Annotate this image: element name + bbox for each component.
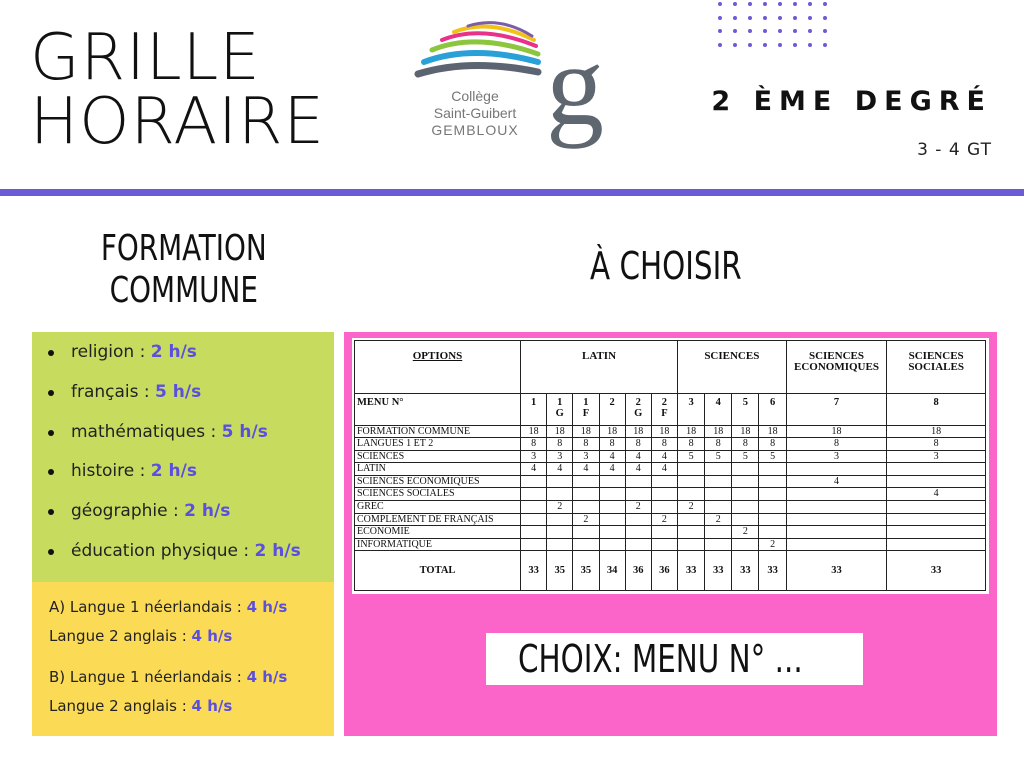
decorative-dot [823, 43, 827, 47]
decorative-dot [733, 16, 737, 20]
logo-text [420, 88, 530, 139]
row-label: COMPLEMENT DE FRANÇAIS [355, 513, 521, 526]
table-cell: 5 [705, 450, 732, 463]
menu-number: 2 [635, 397, 641, 409]
logo-line-1: Collège [451, 88, 499, 104]
table-cell: 4 [887, 488, 986, 501]
table-cell [786, 526, 887, 539]
decorative-dot [748, 43, 752, 47]
menu-number-cell [786, 394, 887, 425]
table-cell: 4 [599, 450, 625, 463]
table-cell: 2 [651, 513, 677, 526]
table-cell [573, 488, 599, 501]
subject-label: histoire : [71, 461, 151, 481]
logo-letter: g [546, 22, 604, 150]
menu-number-cell [678, 394, 705, 425]
subject-item [48, 461, 197, 481]
table-cell [759, 526, 786, 539]
total-cell: 33 [521, 551, 547, 591]
table-cell: 4 [651, 450, 677, 463]
menu-variant: F [661, 408, 668, 420]
subject-hours: 5 h/s [155, 382, 202, 402]
menu-number-cell [705, 394, 732, 425]
table-cell: 5 [678, 450, 705, 463]
table-row [355, 438, 986, 451]
table-cell: 4 [573, 463, 599, 476]
subject-item [48, 422, 268, 442]
decorative-dot [733, 2, 737, 6]
table-total-row [355, 551, 986, 591]
table-cell [732, 475, 759, 488]
table-cell [599, 475, 625, 488]
table-cell: 4 [599, 463, 625, 476]
decorative-dot-grid [718, 2, 838, 58]
table-row [355, 513, 986, 526]
menu-number: 8 [933, 397, 939, 409]
table-cell [651, 538, 677, 551]
table-cell: 3 [573, 450, 599, 463]
menu-number-cell [599, 394, 625, 425]
decorative-dot [778, 29, 782, 33]
menu-number: 5 [742, 397, 749, 409]
subject-label: éducation physique : [71, 541, 255, 561]
table-cell: 8 [887, 438, 986, 451]
subject-hours: 2 h/s [150, 461, 197, 481]
menu-number-cell [573, 394, 599, 425]
table-cell: 5 [732, 450, 759, 463]
table-cell: 8 [547, 438, 573, 451]
total-cell: 33 [786, 551, 887, 591]
total-cell: 33 [705, 551, 732, 591]
row-label: SCIENCES SOCIALES [355, 488, 521, 501]
table-cell: 4 [625, 450, 651, 463]
table-row [355, 475, 986, 488]
total-cell: 33 [678, 551, 705, 591]
table-cell [678, 475, 705, 488]
table-cell [547, 488, 573, 501]
degree-heading: 2 ÈME DEGRÉ [711, 86, 992, 117]
total-cell: 34 [599, 551, 625, 591]
table-cell [678, 513, 705, 526]
table-cell [678, 526, 705, 539]
table-cell [786, 501, 887, 514]
table-cell [786, 463, 887, 476]
table-row [355, 463, 986, 476]
table-cell: 8 [705, 438, 732, 451]
decorative-dot [763, 2, 767, 6]
formation-commune-panel [32, 332, 334, 582]
menu-number: 3 [688, 397, 694, 409]
table-cell [573, 501, 599, 514]
subject-item [48, 541, 301, 561]
table-cell [887, 475, 986, 488]
menu-number: 4 [715, 397, 721, 409]
table-cell: 18 [573, 425, 599, 438]
table-cell: 18 [887, 425, 986, 438]
langue-label: B) Langue 1 néerlandais : [49, 668, 247, 686]
table-cell: 2 [732, 526, 759, 539]
menu-number-cell [887, 394, 986, 425]
table-cell [732, 463, 759, 476]
formation-heading-line-2: COMMUNE [109, 270, 258, 311]
table-cell: 8 [759, 438, 786, 451]
subject-hours: 2 h/s [150, 342, 197, 362]
decorative-dot [793, 29, 797, 33]
decorative-dot [808, 29, 812, 33]
table-cell [547, 526, 573, 539]
table-row [355, 450, 986, 463]
menu-variant: G [555, 408, 564, 420]
choix-box [486, 633, 863, 685]
table-cell [625, 513, 651, 526]
table-cell [599, 488, 625, 501]
formation-heading-line-1: FORMATION [100, 228, 267, 269]
table-cell: 4 [521, 463, 547, 476]
decorative-dot [718, 2, 722, 6]
decorative-dot [763, 16, 767, 20]
row-label: INFORMATIQUE [355, 538, 521, 551]
table-cell: 18 [678, 425, 705, 438]
table-cell [705, 538, 732, 551]
subject-hours: 2 h/s [254, 541, 301, 561]
table-cell: 3 [521, 450, 547, 463]
table-cell: 2 [678, 501, 705, 514]
table-cell [759, 475, 786, 488]
decorative-dot [808, 43, 812, 47]
menu-number-cell [759, 394, 786, 425]
table-cell [625, 475, 651, 488]
table-cell [759, 513, 786, 526]
table-cell [705, 488, 732, 501]
group-sciences-sociales: SCIENCES SOCIALES [887, 341, 986, 394]
table-cell: 8 [678, 438, 705, 451]
menu-number: 1 [583, 397, 589, 409]
row-label: SCIENCES ECONOMIQUES [355, 475, 521, 488]
menu-variant: F [582, 408, 590, 420]
decorative-dot [793, 16, 797, 20]
table-cell [705, 526, 732, 539]
menu-number-cell [547, 394, 573, 425]
menu-number-cell [732, 394, 759, 425]
decorative-dot [808, 16, 812, 20]
table-cell [678, 488, 705, 501]
table-cell: 4 [786, 475, 887, 488]
title-line-1: GRILLE [30, 21, 261, 95]
total-cell: 36 [625, 551, 651, 591]
table-cell [599, 513, 625, 526]
menu-number-cell [651, 394, 677, 425]
total-cell: 33 [887, 551, 986, 591]
row-label: LANGUES 1 ET 2 [355, 438, 521, 451]
decorative-dot [718, 29, 722, 33]
table-cell [786, 538, 887, 551]
decorative-dot [733, 29, 737, 33]
menu-number-cell [625, 394, 651, 425]
row-label: ECONOMIE [355, 526, 521, 539]
table-cell: 18 [521, 425, 547, 438]
table-cell: 18 [625, 425, 651, 438]
table-cell [625, 538, 651, 551]
table-cell [732, 538, 759, 551]
menu-number: 1 [557, 397, 563, 409]
logo-line-2: Saint-Guibert [433, 105, 517, 121]
langue-line [49, 697, 232, 715]
table-cell [521, 538, 547, 551]
langue-label: Langue 2 anglais : [49, 627, 192, 645]
table-cell [887, 538, 986, 551]
table-cell: 3 [887, 450, 986, 463]
table-cell: 18 [547, 425, 573, 438]
row-label: GREC [355, 501, 521, 514]
group-latin: LATIN [521, 341, 678, 394]
table-cell [732, 501, 759, 514]
table-cell [651, 475, 677, 488]
table-cell [625, 526, 651, 539]
table-cell [887, 501, 986, 514]
decorative-dot [823, 2, 827, 6]
table-row [355, 488, 986, 501]
langue-hours: 4 h/s [246, 598, 288, 616]
table-cell: 18 [786, 425, 887, 438]
options-table-container [352, 338, 989, 594]
table-menu-row [355, 394, 986, 425]
table-cell [887, 526, 986, 539]
row-label: FORMATION COMMUNE [355, 425, 521, 438]
table-cell: 2 [573, 513, 599, 526]
row-label: LATIN [355, 463, 521, 476]
decorative-dot [763, 29, 767, 33]
table-row [355, 538, 986, 551]
table-cell: 8 [599, 438, 625, 451]
decorative-dot [718, 16, 722, 20]
menu-number: 2 [661, 397, 668, 409]
total-cell: 33 [732, 551, 759, 591]
decorative-dot [823, 16, 827, 20]
table-cell [547, 513, 573, 526]
table-cell: 18 [732, 425, 759, 438]
table-cell [521, 501, 547, 514]
table-cell [732, 488, 759, 501]
table-cell [521, 488, 547, 501]
total-cell: 33 [759, 551, 786, 591]
table-cell [705, 501, 732, 514]
subject-hours: 2 h/s [184, 501, 231, 521]
table-row [355, 501, 986, 514]
subject-item [48, 382, 201, 402]
subject-item [48, 501, 230, 521]
table-cell [651, 501, 677, 514]
decorative-dot [748, 16, 752, 20]
table-cell: 8 [786, 438, 887, 451]
subject-label: français : [71, 382, 156, 402]
langue-line [49, 627, 232, 645]
table-cell [521, 475, 547, 488]
logo-line-3: GEMBLOUX [431, 122, 519, 138]
group-sciences-economiques: SCIENCES ECONOMIQUES [786, 341, 887, 394]
total-cell: 35 [547, 551, 573, 591]
subject-label: religion : [71, 342, 151, 362]
total-cell: 35 [573, 551, 599, 591]
decorative-dot [733, 43, 737, 47]
options-table [354, 340, 986, 591]
table-cell [887, 463, 986, 476]
decorative-dot [748, 29, 752, 33]
table-cell: 2 [547, 501, 573, 514]
table-cell [759, 463, 786, 476]
table-cell [521, 513, 547, 526]
menu-number-label: MENU N° [355, 394, 521, 425]
decorative-dot [748, 2, 752, 6]
table-cell [759, 488, 786, 501]
table-cell [599, 501, 625, 514]
langue-hours: 4 h/s [246, 668, 288, 686]
a-choisir-heading: À CHOISIR [590, 244, 742, 288]
subject-item [48, 342, 197, 362]
langue-label: A) Langue 1 néerlandais : [49, 598, 247, 616]
menu-number: 6 [769, 397, 776, 409]
table-cell [705, 475, 732, 488]
group-sciences: SCIENCES [678, 341, 787, 394]
table-cell [547, 475, 573, 488]
table-cell: 8 [625, 438, 651, 451]
table-cell: 18 [705, 425, 732, 438]
table-cell: 4 [625, 463, 651, 476]
langue-line [49, 598, 287, 616]
menu-number: 7 [833, 397, 840, 409]
table-cell [651, 488, 677, 501]
table-cell [705, 463, 732, 476]
table-cell: 5 [759, 450, 786, 463]
decorative-dot [778, 2, 782, 6]
formation-commune-heading [72, 228, 296, 312]
table-cell: 4 [547, 463, 573, 476]
table-cell: 8 [732, 438, 759, 451]
subject-hours: 5 h/s [221, 422, 268, 442]
header-divider [0, 189, 1024, 196]
table-row [355, 425, 986, 438]
decorative-dot [823, 29, 827, 33]
degree-subtitle: 3 - 4 GT [917, 140, 992, 160]
langues-panel [32, 582, 334, 736]
page-title [30, 21, 325, 159]
table-cell [732, 513, 759, 526]
table-cell [786, 513, 887, 526]
table-row [355, 526, 986, 539]
table-cell: 8 [521, 438, 547, 451]
table-cell: 8 [651, 438, 677, 451]
table-cell [678, 463, 705, 476]
menu-number: 1 [530, 397, 537, 409]
langue-hours: 4 h/s [191, 697, 233, 715]
table-header-row [355, 341, 986, 394]
table-cell [786, 488, 887, 501]
total-cell: 36 [651, 551, 677, 591]
table-cell [759, 501, 786, 514]
decorative-dot [778, 16, 782, 20]
table-cell [573, 538, 599, 551]
table-cell: 3 [547, 450, 573, 463]
table-cell [547, 538, 573, 551]
decorative-dot [793, 43, 797, 47]
decorative-dot [778, 43, 782, 47]
table-cell [573, 526, 599, 539]
row-label: SCIENCES [355, 450, 521, 463]
subject-label: mathématiques : [71, 422, 222, 442]
table-cell: 2 [625, 501, 651, 514]
decorative-dot [793, 2, 797, 6]
title-line-2: HORAIRE [30, 85, 325, 159]
table-cell [625, 488, 651, 501]
table-cell: 18 [599, 425, 625, 438]
menu-variant: G [634, 408, 643, 420]
table-cell: 8 [573, 438, 599, 451]
table-cell [599, 538, 625, 551]
table-cell [678, 538, 705, 551]
table-cell: 18 [651, 425, 677, 438]
table-cell [651, 526, 677, 539]
langue-hours: 4 h/s [191, 627, 233, 645]
table-cell [521, 526, 547, 539]
table-cell: 4 [651, 463, 677, 476]
choix-label: CHOIX: MENU N° ... [518, 637, 803, 681]
decorative-dot [718, 43, 722, 47]
subject-label: géographie : [71, 501, 185, 521]
table-cell [573, 475, 599, 488]
menu-number-cell [521, 394, 547, 425]
table-cell: 18 [759, 425, 786, 438]
table-cell: 3 [786, 450, 887, 463]
langue-label: Langue 2 anglais : [49, 697, 192, 715]
table-cell: 2 [759, 538, 786, 551]
table-cell [599, 526, 625, 539]
options-label: OPTIONS [355, 341, 521, 394]
decorative-dot [763, 43, 767, 47]
langue-line [49, 668, 287, 686]
total-label: TOTAL [355, 551, 521, 591]
decorative-dot [808, 2, 812, 6]
menu-number: 2 [609, 397, 615, 409]
table-cell [887, 513, 986, 526]
table-cell: 2 [705, 513, 732, 526]
